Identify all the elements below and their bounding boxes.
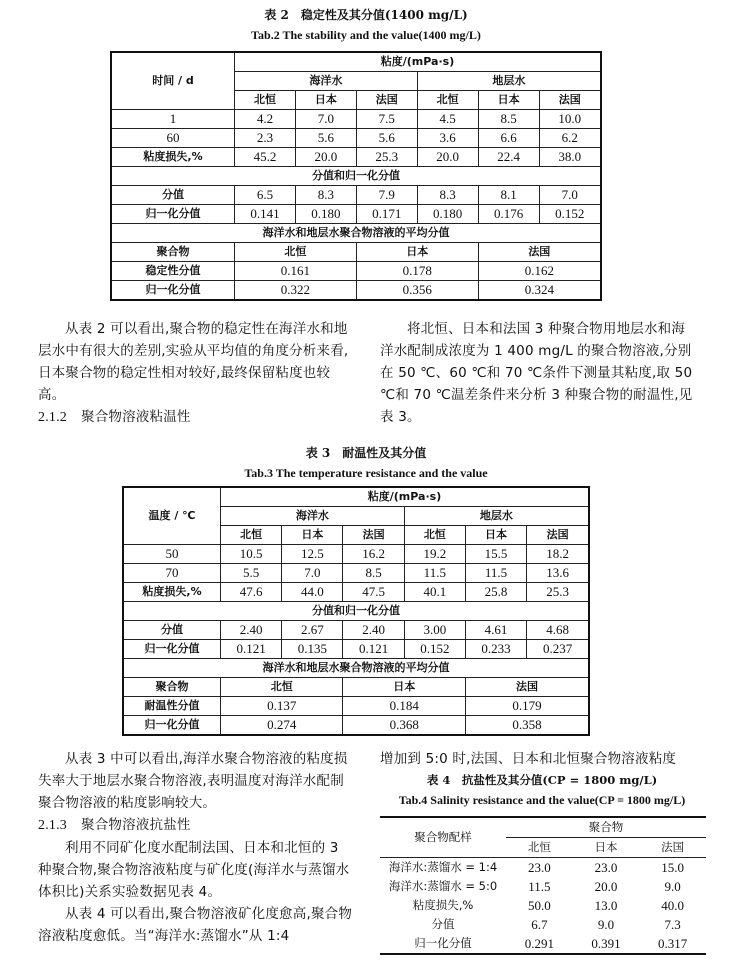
value-cell: 15.5 <box>465 545 526 564</box>
section-row <box>123 602 589 621</box>
row-label: 耐温性分值 <box>123 697 221 716</box>
value-cell: 13.0 <box>594 898 618 913</box>
value-cell: 38.0 <box>539 148 601 167</box>
value-cell: 16.2 <box>343 545 404 564</box>
value-cell: 0.358 <box>465 716 589 736</box>
table-row <box>123 583 589 602</box>
table-row <box>123 640 589 659</box>
table-row <box>380 877 706 896</box>
value-cell: 0.391 <box>591 936 621 951</box>
paragraph-table2-discussion: 从表 2 可以看出,聚合物的稳定性在海洋水和地层水中有很大的差别,实验从平均值的角度分析来看,日本聚合物的稳定性相对较好,最终保留粘度也较高。 <box>38 321 349 403</box>
table-row <box>380 934 706 954</box>
left-column-block-2 <box>38 748 354 947</box>
row-label: 聚合物 <box>111 243 235 262</box>
table-row <box>111 186 601 205</box>
value-cell: 0.178 <box>356 262 478 281</box>
table-row <box>111 281 601 301</box>
section-number: 2.1.3 <box>38 818 67 833</box>
value-cell: 0.184 <box>343 697 465 716</box>
value-cell: 11.5 <box>465 564 526 583</box>
value-cell: 20.0 <box>417 148 478 167</box>
value-cell: 0.176 <box>478 205 539 224</box>
value-cell: 6.6 <box>478 129 539 148</box>
column-header: 法国 <box>639 838 706 858</box>
section-heading-2-1-2 <box>38 406 354 429</box>
value-cell: 0.137 <box>221 697 343 716</box>
score-section-header: 分值和归一化分值 <box>111 167 601 186</box>
column-header: 日本 <box>282 526 343 545</box>
value-cell: 0.233 <box>465 640 526 659</box>
column-header: 北恒 <box>221 678 343 697</box>
table-row <box>111 129 601 148</box>
value-cell: 22.4 <box>478 148 539 167</box>
value-cell: 0.317 <box>658 936 688 951</box>
row-label: 聚合物 <box>123 678 221 697</box>
value-cell: 0.237 <box>527 640 589 659</box>
value-cell: 0.135 <box>282 640 343 659</box>
column-header: 法国 <box>478 243 601 262</box>
value-cell: 9.0 <box>664 879 681 894</box>
group-header: 聚合物 <box>506 817 706 838</box>
row-label: 粘度损失,% <box>412 898 474 912</box>
row-label: 海洋水:蒸馏水 = 5:0 <box>388 879 498 893</box>
value-cell: 0.162 <box>478 262 601 281</box>
column-header: 法国 <box>343 526 404 545</box>
table-row <box>111 262 601 281</box>
column-header: 北恒 <box>404 526 465 545</box>
column-header: 法国 <box>465 678 589 697</box>
value-cell: 8.5 <box>343 564 404 583</box>
group-header-seawater: 海洋水 <box>221 507 405 526</box>
table2-caption-en: Tab.2 The stability and the value(1400 mg/L) <box>251 28 481 42</box>
row-label: 归一化分值 <box>111 205 235 224</box>
value-cell: 11.5 <box>404 564 465 583</box>
value-cell: 0.161 <box>235 262 357 281</box>
table-row <box>123 621 589 640</box>
table-row <box>380 896 706 915</box>
row-label: 分值 <box>123 621 221 640</box>
column-header: 日本 <box>573 838 640 858</box>
column-header: 北恒 <box>506 838 573 858</box>
value-cell: 0.180 <box>417 205 478 224</box>
value-cell: 2.40 <box>221 621 282 640</box>
row-label: 分值 <box>111 186 235 205</box>
table2 <box>110 51 602 301</box>
average-header-row <box>123 678 589 697</box>
value-cell: 0.179 <box>465 697 589 716</box>
row-header: 聚合物配样 <box>380 817 506 858</box>
value-cell: 23.0 <box>527 860 551 875</box>
value-cell: 9.0 <box>597 917 615 932</box>
table-row <box>380 858 706 878</box>
value-cell: 4.2 <box>235 110 296 129</box>
value-cell: 19.2 <box>404 545 465 564</box>
value-cell: 10.5 <box>221 545 282 564</box>
value-cell: 0.274 <box>221 716 343 736</box>
value-cell: 11.5 <box>528 879 551 894</box>
value-cell: 2.40 <box>343 621 404 640</box>
average-section-header: 海洋水和地层水聚合物溶液的平均分值 <box>123 659 589 678</box>
table-row <box>111 110 601 129</box>
row-label: 粘度损失,% <box>123 583 221 602</box>
average-header-row <box>111 243 601 262</box>
value-cell: 3.00 <box>404 621 465 640</box>
value-cell: 6.7 <box>531 917 548 932</box>
value-cell: 6.2 <box>539 129 601 148</box>
value-cell: 0.141 <box>235 205 296 224</box>
value-cell: 40.0 <box>661 898 685 913</box>
section-title: 聚合物溶液抗盐性 <box>81 817 191 833</box>
group-header-seawater: 海洋水 <box>235 72 418 91</box>
value-cell: 0.152 <box>404 640 465 659</box>
column-header: 日本 <box>356 243 478 262</box>
value-cell: 5.6 <box>356 129 417 148</box>
value-cell: 8.3 <box>417 186 478 205</box>
value-cell: 2.3 <box>235 129 296 148</box>
value-cell: 47.6 <box>221 583 282 602</box>
table3-caption-en: Tab.3 The temperature resistance and the value <box>244 466 488 480</box>
value-cell: 25.3 <box>356 148 417 167</box>
row-label: 70 <box>123 564 221 583</box>
value-cell: 44.0 <box>282 583 343 602</box>
table-row <box>123 545 589 564</box>
table4-caption-en: Tab.4 Salinity resistance and the value(CP = 1800 mg/L) <box>398 793 686 807</box>
value-cell: 15.0 <box>661 860 685 875</box>
row-label: 50 <box>123 545 221 564</box>
value-cell: 5.6 <box>295 129 356 148</box>
value-cell: 5.5 <box>221 564 282 583</box>
header-row <box>123 487 589 507</box>
value-cell: 13.6 <box>527 564 589 583</box>
row-label: 归一化分值 <box>111 281 235 301</box>
column-header: 法国 <box>356 91 417 110</box>
row-label: 海洋水:蒸馏水 = 1:4 <box>388 860 498 874</box>
group-header-formation-water: 地层水 <box>404 507 589 526</box>
value-cell: 0.368 <box>343 716 465 736</box>
value-cell: 7.0 <box>282 564 343 583</box>
table4-caption-cn: 表 4 抗盐性及其分值(CP = 1800 mg/L) <box>426 773 658 787</box>
right-column-block-2 <box>380 748 710 770</box>
table-row <box>111 148 601 167</box>
header-row <box>111 52 601 72</box>
value-cell: 25.8 <box>465 583 526 602</box>
column-header: 日本 <box>478 91 539 110</box>
column-header: 法国 <box>539 91 601 110</box>
value-cell: 7.0 <box>295 110 356 129</box>
section-title: 聚合物溶液粘温性 <box>81 409 191 425</box>
value-cell: 0.291 <box>524 936 554 951</box>
value-cell: 10.0 <box>539 110 601 129</box>
row-header: 时间 / d <box>111 52 235 110</box>
table3 <box>122 486 590 736</box>
value-cell: 40.1 <box>404 583 465 602</box>
paragraph-table4-intro: 利用不同矿化度水配制法国、日本和北恒的 3 种聚合物,聚合物溶液粘度与矿化度(海洋水与蒸馏水体积比)关系实验数据见表 4。 <box>38 840 350 900</box>
value-cell: 0.121 <box>343 640 404 659</box>
column-header: 日本 <box>343 678 465 697</box>
column-header: 北恒 <box>417 91 478 110</box>
value-cell: 0.324 <box>478 281 601 301</box>
table2-caption-cn: 表 2 稳定性及其分值(1400 mg/L) <box>264 8 468 22</box>
value-cell: 0.121 <box>221 640 282 659</box>
paragraph-continuation: 增加到 5:0 时,法国、日本和北恒聚合物溶液粘度 <box>380 751 677 767</box>
value-cell: 47.5 <box>343 583 404 602</box>
value-cell: 7.0 <box>539 186 601 205</box>
value-cell: 20.0 <box>295 148 356 167</box>
group-header-formation-water: 地层水 <box>417 72 601 91</box>
score-section-header: 分值和归一化分值 <box>123 602 589 621</box>
paragraph-table3-intro: 将北恒、日本和法国 3 种聚合物用地层水和海洋水配制成浓度为 1 400 mg/L 的聚合物溶液,分别在 50 ℃、60 ℃和 70 ℃条件下测量其粘度,取 50 ℃和 70 ℃温差条件来分析 3 种聚合物的耐温性,见表 3。 <box>380 321 693 425</box>
row-label: 1 <box>111 110 235 129</box>
value-cell: 4.61 <box>465 621 526 640</box>
value-cell: 0.356 <box>356 281 478 301</box>
viscosity-header: 粘度/(mPa·s) <box>235 52 602 72</box>
value-cell: 0.152 <box>539 205 601 224</box>
value-cell: 12.5 <box>282 545 343 564</box>
right-column-block-1 <box>380 318 696 428</box>
column-header: 法国 <box>527 526 589 545</box>
row-label: 归一化分值 <box>414 936 472 950</box>
header-row <box>380 817 706 838</box>
section-row <box>111 224 601 243</box>
value-cell: 0.180 <box>295 205 356 224</box>
average-section-header: 海洋水和地层水聚合物溶液的平均分值 <box>111 224 601 243</box>
value-cell: 7.9 <box>356 186 417 205</box>
value-cell: 20.0 <box>594 879 618 894</box>
value-cell: 8.5 <box>478 110 539 129</box>
value-cell: 25.3 <box>527 583 589 602</box>
value-cell: 6.5 <box>235 186 296 205</box>
table-row <box>123 716 589 736</box>
paragraph-table4-discussion: 从表 4 可以看出,聚合物溶液矿化度愈高,聚合物溶液粘度愈低。当“海洋水:蒸馏水”从 1:4 <box>38 906 353 944</box>
row-label: 稳定性分值 <box>111 262 235 281</box>
left-column-block-1 <box>38 318 354 429</box>
value-cell: 0.171 <box>356 205 417 224</box>
table-row <box>380 915 706 934</box>
value-cell: 8.1 <box>478 186 539 205</box>
section-row <box>111 167 601 186</box>
row-label: 归一化分值 <box>123 640 221 659</box>
row-label: 分值 <box>431 917 455 931</box>
value-cell: 45.2 <box>235 148 296 167</box>
table-row <box>123 564 589 583</box>
row-label: 归一化分值 <box>123 716 221 736</box>
column-header: 北恒 <box>235 243 357 262</box>
row-label: 60 <box>111 129 235 148</box>
row-header: 温度 / ℃ <box>123 487 221 545</box>
value-cell: 8.3 <box>295 186 356 205</box>
value-cell: 18.2 <box>527 545 589 564</box>
value-cell: 7.5 <box>356 110 417 129</box>
value-cell: 3.6 <box>417 129 478 148</box>
value-cell: 2.67 <box>282 621 343 640</box>
row-label: 粘度损失,% <box>111 148 235 167</box>
column-header: 日本 <box>465 526 526 545</box>
table-row <box>111 205 601 224</box>
value-cell: 50.0 <box>527 898 551 913</box>
viscosity-header: 粘度/(mPa·s) <box>221 487 590 507</box>
section-heading-2-1-3 <box>38 814 354 837</box>
value-cell: 4.5 <box>417 110 478 129</box>
paragraph-table3-discussion: 从表 3 中可以看出,海洋水聚合物溶液的粘度损失率大于地层水聚合物溶液,表明温度对海洋水配制聚合物溶液的粘度影响较大。 <box>38 751 348 811</box>
column-header: 日本 <box>295 91 356 110</box>
table-row <box>123 697 589 716</box>
column-header: 北恒 <box>221 526 282 545</box>
section-row <box>123 659 589 678</box>
value-cell: 4.68 <box>527 621 589 640</box>
value-cell: 23.0 <box>594 860 618 875</box>
column-header: 北恒 <box>235 91 296 110</box>
table3-caption-cn: 表 3 耐温性及其分值 <box>305 446 427 460</box>
table4 <box>380 816 706 955</box>
value-cell: 0.322 <box>235 281 357 301</box>
section-number: 2.1.2 <box>38 410 67 425</box>
value-cell: 7.3 <box>664 917 681 932</box>
